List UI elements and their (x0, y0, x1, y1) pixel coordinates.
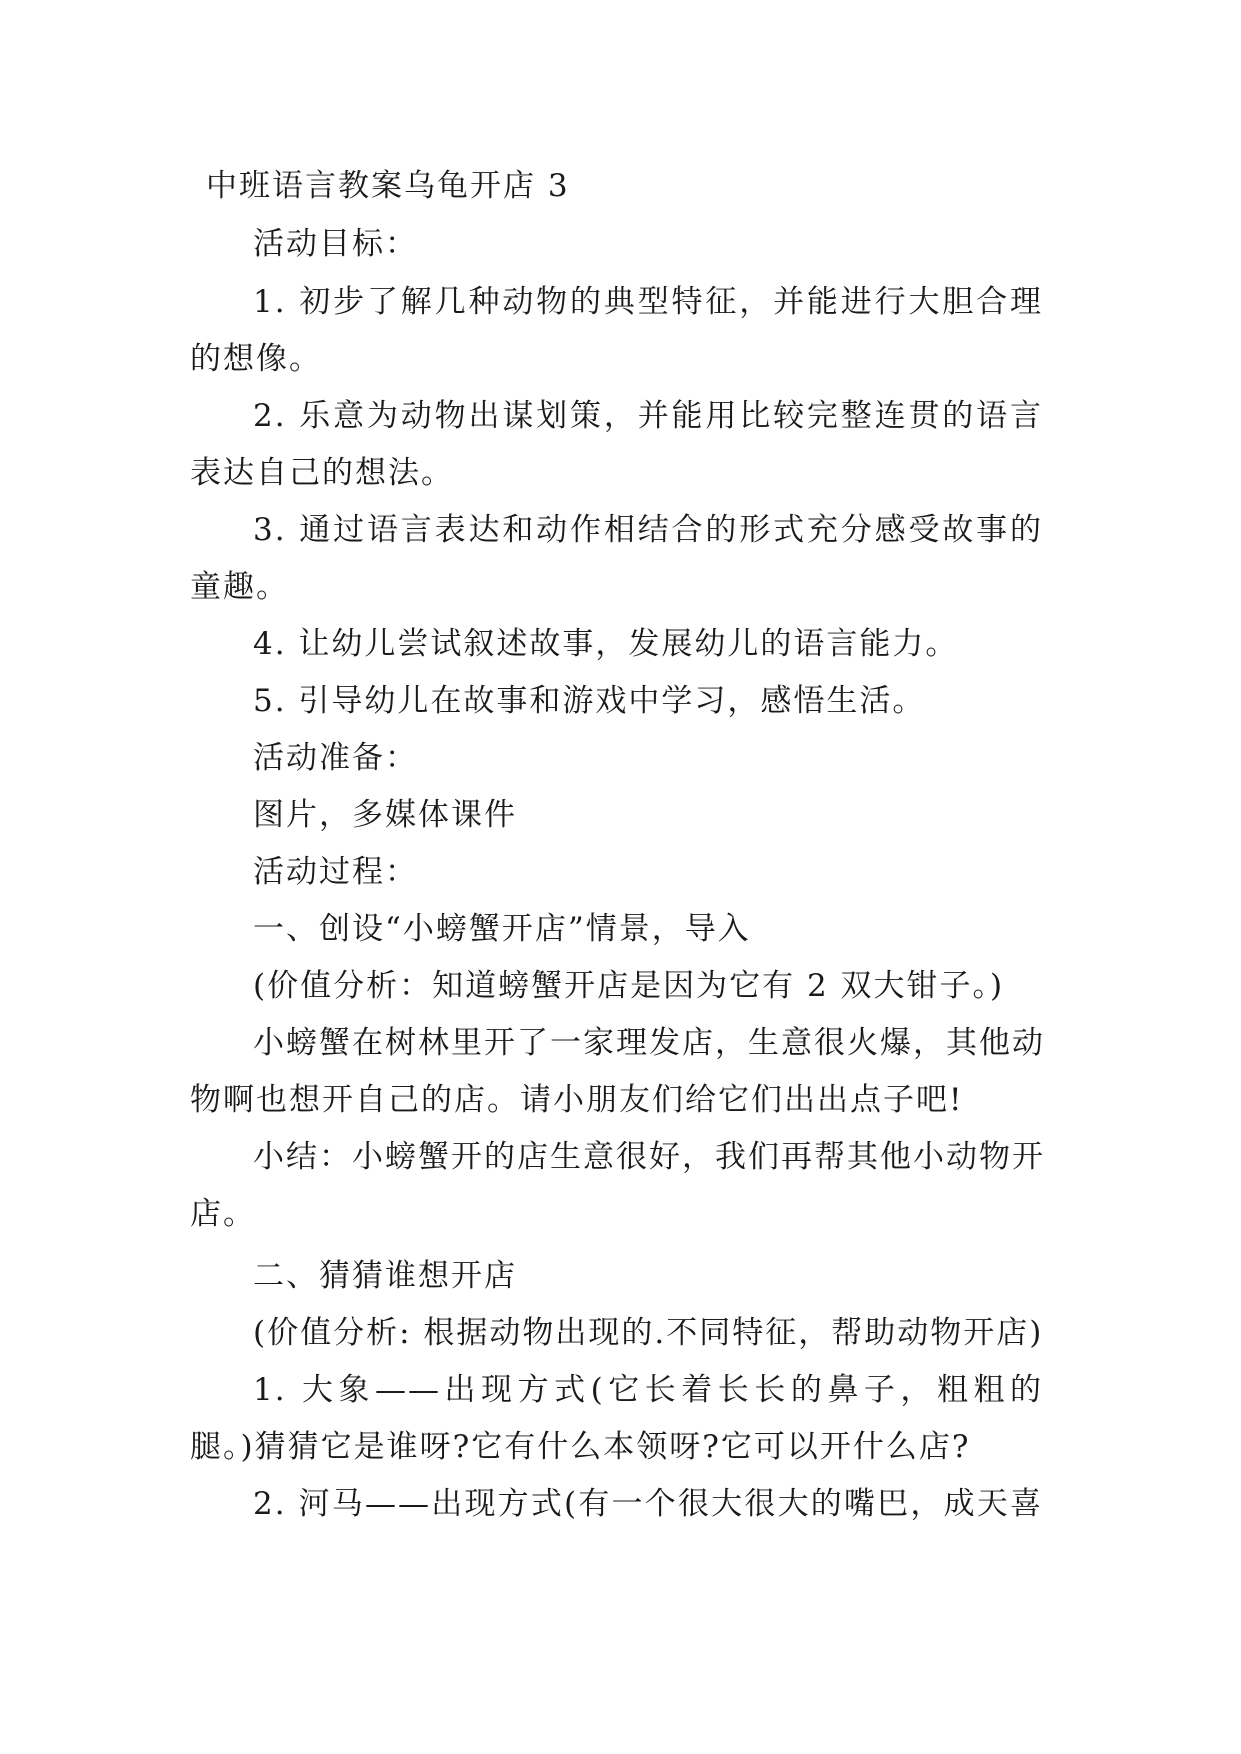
paragraph-line: 店。 (190, 1196, 256, 1232)
paragraph-line: 腿。)猜猜它是谁呀?它有什么本领呀?它可以开什么店? (190, 1429, 971, 1465)
section-heading-preparation: 活动准备： (253, 740, 418, 776)
paragraph-line: 物啊也想开自己的店。请小朋友们给它们出出点子吧! (190, 1082, 964, 1118)
document-title: 中班语言教案乌龟开店 3 (206, 168, 570, 204)
section-heading-goals: 活动目标： (253, 226, 418, 262)
section-heading-process: 活动过程： (253, 854, 418, 890)
paragraph-line: 4. 让幼儿尝试叙述故事，发展幼儿的语言能力。 (253, 626, 959, 662)
subsection-heading: 一、创设“小螃蟹开店”情景，导入 (253, 911, 751, 947)
paragraph-line: 小结：小螃蟹开的店生意很好，我们再帮其他小动物开 (253, 1139, 1045, 1175)
paragraph-line: 1. 初步了解几种动物的典型特征，并能进行大胆合理 (253, 284, 1043, 320)
paragraph-line: 表达自己的想法。 (190, 455, 454, 491)
paragraph-line: 的想像。 (190, 341, 322, 377)
paragraph-line: (价值分析：知道螃蟹开店是因为它有 2 双大钳子。) (253, 968, 1005, 1004)
paragraph-line: 1. 大象——出现方式(它长着长长的鼻子，粗粗的 (253, 1372, 1043, 1408)
paragraph-line: 童趣。 (190, 569, 289, 605)
paragraph-line: 2. 河马——出现方式(有一个很大很大的嘴巴，成天喜 (253, 1486, 1043, 1522)
paragraph-line: 小螃蟹在树林里开了一家理发店，生意很火爆，其他动 (253, 1025, 1045, 1061)
paragraph-line: 2. 乐意为动物出谋划策，并能用比较完整连贯的语言 (253, 398, 1043, 434)
paragraph-line: (价值分析: 根据动物出现的.不同特征，帮助动物开店) (253, 1315, 1044, 1351)
paragraph-line: 3. 通过语言表达和动作相结合的形式充分感受故事的 (253, 512, 1043, 548)
paragraph-line: 图片，多媒体课件 (253, 797, 517, 833)
subsection-heading: 二、猜猜谁想开店 (253, 1258, 517, 1294)
paragraph-line: 5. 引导幼儿在故事和游戏中学习，感悟生活。 (253, 683, 926, 719)
